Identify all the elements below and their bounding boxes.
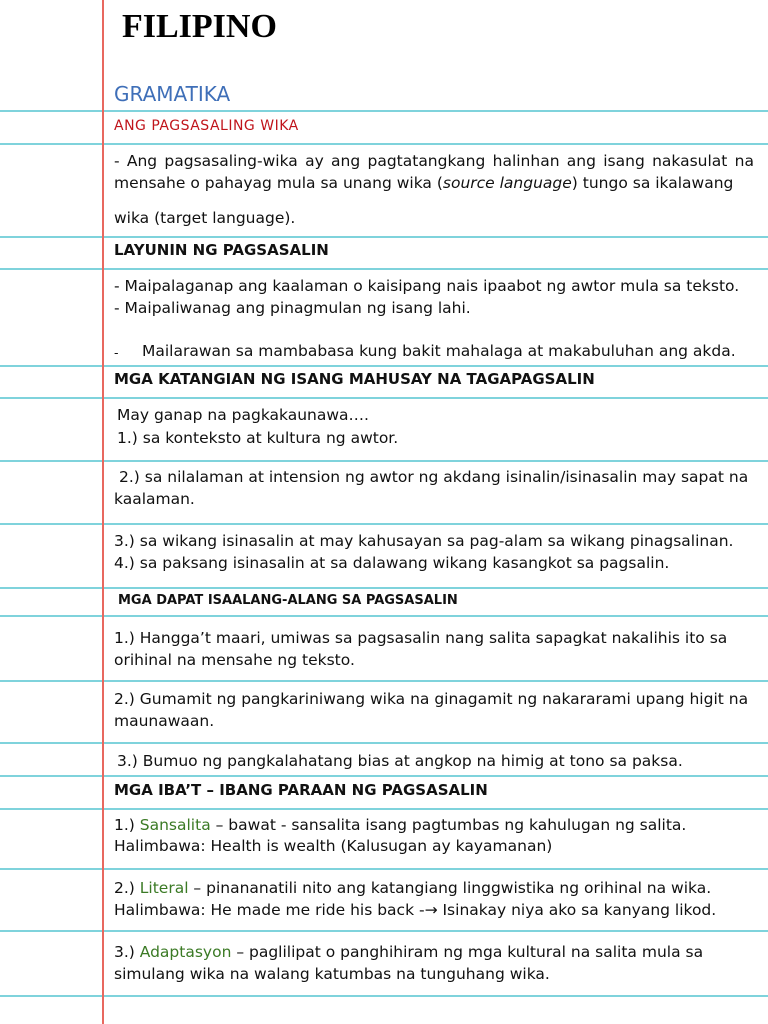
item-number: 3.) [114, 943, 140, 961]
rule-line [0, 680, 768, 682]
list-item: 3.) Bumuo ng pangkalahatang bias at angkop na himig at tono sa paksa. [117, 752, 683, 770]
rule-line [0, 143, 768, 145]
list-item: 1.) Hangga’t maari, umiwas sa pagsasalin nang salita sapagkat nakalihis ito sa [114, 629, 728, 647]
paraan-item-sansalita [114, 814, 686, 836]
list-dash: - [114, 345, 119, 360]
rule-line [0, 808, 768, 810]
rule-line [0, 995, 768, 997]
rule-line [0, 930, 768, 932]
list-item: Mailarawan sa mambabasa kung bakit mahalaga at makabuluhan ang akda. [142, 342, 736, 360]
rule-line [0, 110, 768, 112]
list-item: 2.) Gumamit ng pangkariniwang wika na ginagamit ng nakararami upang higit na [114, 690, 749, 708]
lead-text: May ganap na pagkakaunawa…. [117, 406, 369, 424]
list-item: - Maipalaganap ang kaalaman o kaisipang nais ipaabot ng awtor mula sa teksto. [114, 277, 740, 295]
heading-paraan: MGA IBA’T – IBANG PARAAN NG PAGSASALIN [114, 781, 488, 799]
page-title: FILIPINO [122, 8, 277, 45]
term-definition: – pinananatili nito ang katangiang linggwistika ng orihinal na wika. [188, 879, 712, 897]
item-number: 1.) [114, 816, 140, 834]
subtitle: ANG PAGSASALING WIKA [114, 118, 299, 134]
list-item: 2.) sa nilalaman at intension ng awtor ng akdang isinalin/isinasalin may sapat na [119, 468, 749, 486]
list-item: 1.) sa konteksto at kultura ng awtor. [117, 429, 399, 447]
intro-text-end: ) tungo sa ikalawang [571, 174, 734, 192]
example-line: simulang wika na walang katumbas na tunguhang wika. [114, 965, 550, 983]
margin-line [102, 0, 104, 1024]
term-definition: – paglilipat o panghihiram ng mga kultural na salita mula sa [231, 943, 704, 961]
rule-line [0, 742, 768, 744]
paraan-item-adaptasyon [114, 941, 703, 963]
intro-line-3: wika (target language). [114, 209, 296, 227]
intro-emphasis: source language [442, 174, 572, 192]
intro-text: - Ang pagsasaling-wika ay ang pagtatangkang halinhan ang isang nakasulat na mensahe o pahayag mula sa unang wika ( [114, 152, 754, 192]
heading-dapat: MGA DAPAT ISAALANG-ALANG SA PAGSASALIN [118, 593, 458, 608]
list-item: kaalaman. [114, 490, 195, 508]
term-adaptasyon: Adaptasyon [139, 943, 232, 961]
list-item: maunawaan. [114, 712, 215, 730]
term-literal: Literal [139, 879, 189, 897]
rule-line [0, 365, 768, 367]
intro-paragraph [114, 150, 754, 194]
rule-line [0, 587, 768, 589]
rule-line [0, 460, 768, 462]
term-sansalita: Sansalita [139, 816, 211, 834]
rule-line [0, 615, 768, 617]
rule-line [0, 868, 768, 870]
heading-katangian: MGA KATANGIAN NG ISANG MAHUSAY NA TAGAPAGSALIN [114, 370, 595, 388]
item-number: 2.) [114, 879, 140, 897]
term-definition: – bawat - sansalita isang pagtumbas ng kahulugan ng salita. [210, 816, 687, 834]
example-line: Halimbawa: He made me ride his back -→ Isinakay niya ako sa kanyang likod. [114, 901, 717, 919]
rule-line [0, 397, 768, 399]
list-item: 3.) sa wikang isinasalin at may kahusayan sa pag-alam sa wikang pinagsalinan. [114, 532, 734, 550]
heading-layunin: LAYUNIN NG PAGSASALIN [114, 241, 329, 259]
list-item: orihinal na mensahe ng teksto. [114, 651, 355, 669]
section-title: GRAMATIKA [114, 82, 231, 106]
paraan-item-literal [114, 877, 711, 899]
rule-line [0, 523, 768, 525]
example-line: Halimbawa: Health is wealth (Kalusugan ay kayamanan) [114, 837, 553, 855]
list-item: - Maipaliwanag ang pinagmulan ng isang lahi. [114, 299, 471, 317]
rule-line [0, 775, 768, 777]
list-item: 4.) sa paksang isinasalin at sa dalawang wikang kasangkot sa pagsalin. [114, 554, 670, 572]
rule-line [0, 268, 768, 270]
rule-line [0, 236, 768, 238]
